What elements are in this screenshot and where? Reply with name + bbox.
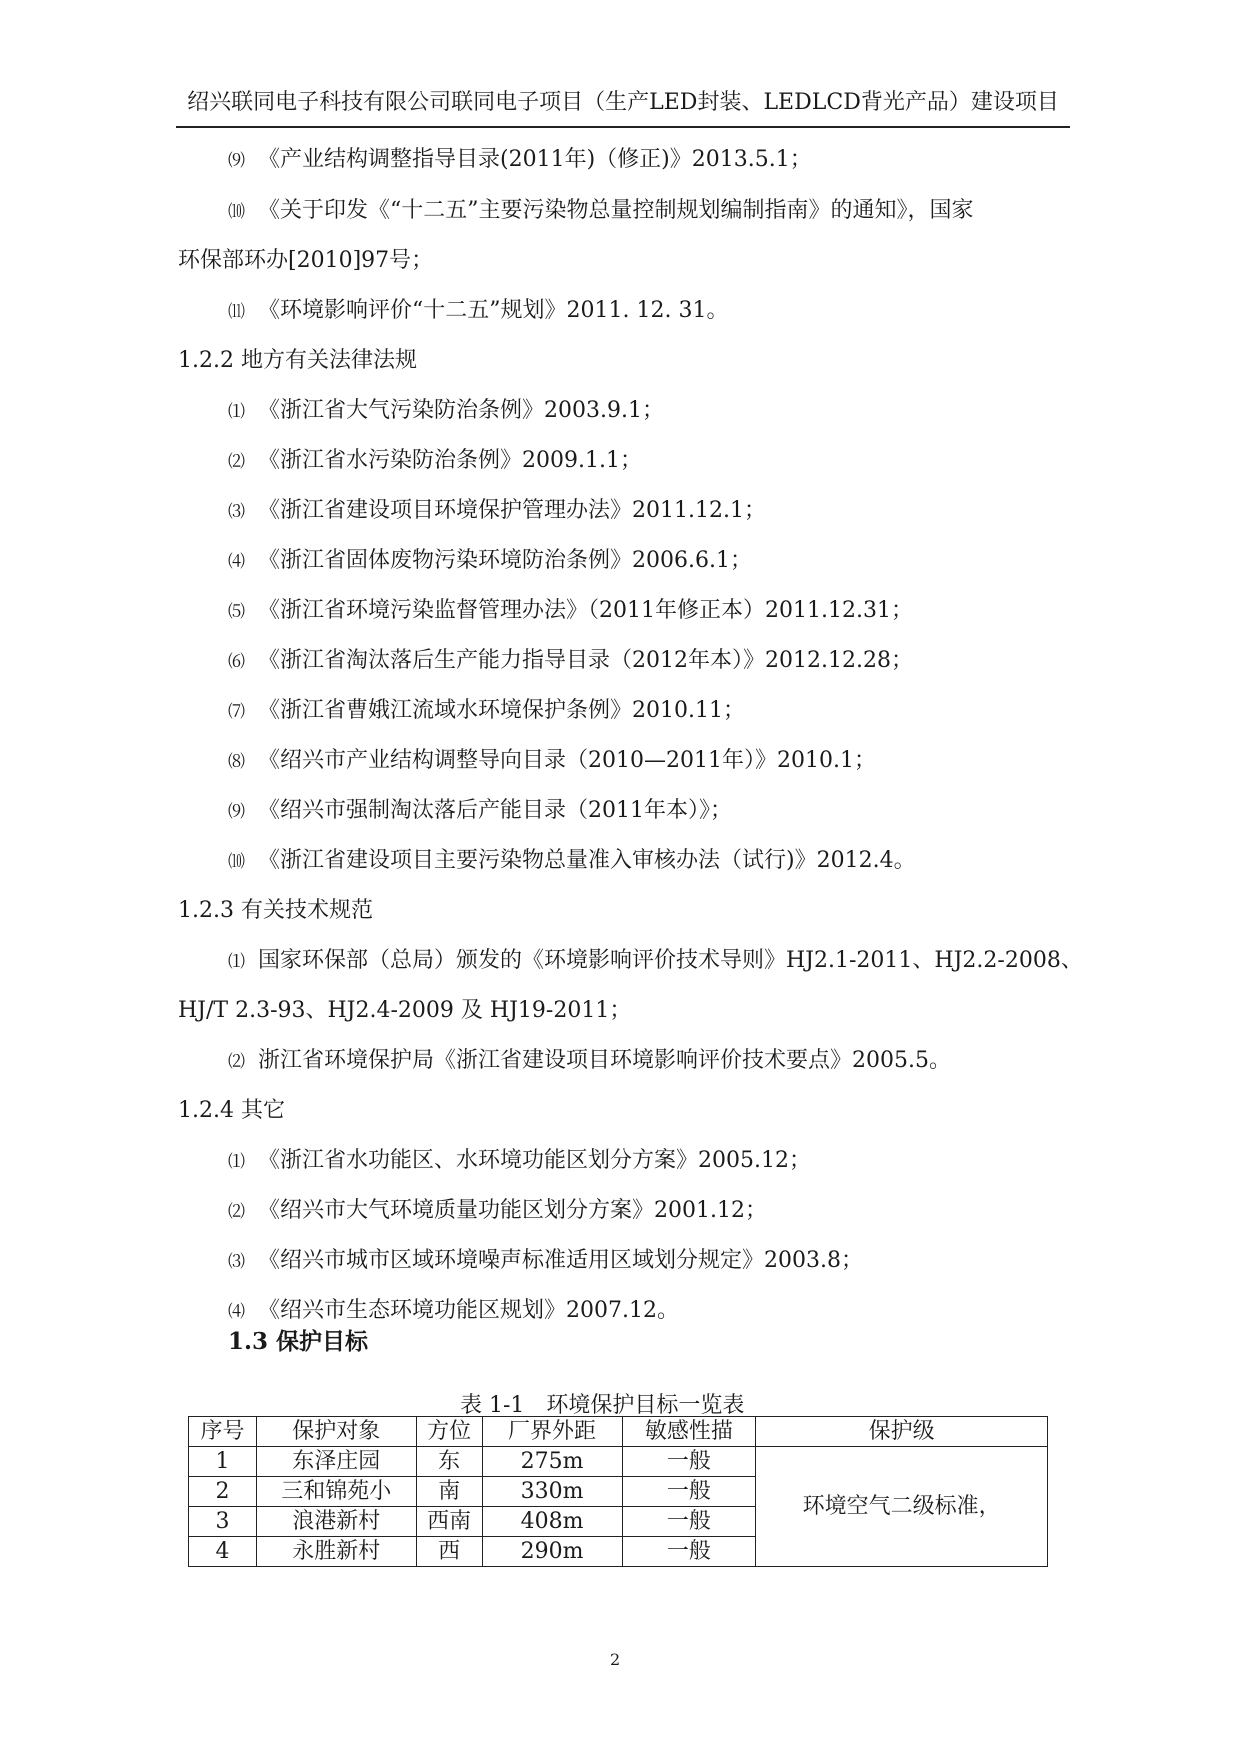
item-number: ⑽	[228, 202, 245, 222]
table-cell: 一般	[622, 1447, 756, 1477]
table-cell: 南	[416, 1477, 482, 1507]
item-text: 《绍兴市城市区域环境噪声标准适用区域划分规定》2003.8；	[258, 1248, 863, 1273]
subsection-heading: 1.2.2 地方有关法律法规	[178, 348, 417, 373]
list-item	[228, 1046, 951, 1077]
list-item	[228, 496, 766, 527]
protection-target-table	[188, 1416, 1048, 1567]
header-cell: 保护对象	[256, 1417, 416, 1447]
list-item-continuation	[178, 246, 433, 276]
list-item	[228, 596, 913, 627]
list-item	[228, 396, 664, 427]
item-text: 《浙江省淘汰落后生产能力指导目录（2012年本）》2012.12.28；	[258, 648, 913, 673]
item-number: ⑷	[228, 1302, 245, 1322]
running-header: 绍兴联同电子科技有限公司联同电子项目（生产LED封装、LEDLCD背光产品）建设项目	[176, 86, 1070, 128]
item-number: ⑵	[228, 452, 245, 472]
item-text: 浙江省环境保护局《浙江省建设项目环境影响评价技术要点》2005.5。	[258, 1048, 951, 1073]
item-text: 《关于印发《“十二五”主要污染物总量控制规划编制指南》的通知》，国家	[258, 198, 974, 223]
item-text: 国家环保部（总局）颁发的《环境影响评价技术导则》HJ2.1-2011、HJ2.2-2008、	[258, 948, 1083, 973]
item-text: 《浙江省曹娥江流域水环境保护条例》2010.11；	[258, 698, 745, 723]
header-cell: 方位	[416, 1417, 482, 1447]
item-number: ⑼	[228, 151, 245, 171]
protection-level-cell: 环境空气二级标准，	[756, 1447, 1048, 1567]
table-cell: 永胜新村	[256, 1537, 416, 1567]
item-text: 《浙江省建设项目环境保护管理办法》2011.12.1；	[258, 498, 766, 523]
subsection-heading: 1.2.3 有关技术规范	[178, 898, 373, 923]
table-cell: 4	[189, 1537, 257, 1567]
list-item	[228, 145, 812, 176]
item-text: 《绍兴市强制淘汰落后产能目录（2011年本）》；	[258, 798, 732, 823]
table-cell: 408m	[482, 1507, 622, 1537]
list-item	[228, 296, 728, 327]
list-item	[228, 946, 1083, 977]
table-cell: 2	[189, 1477, 257, 1507]
table-cell: 330m	[482, 1477, 622, 1507]
table-cell: 275m	[482, 1447, 622, 1477]
list-item-continuation	[178, 996, 631, 1026]
item-text: 《环境影响评价“十二五”规划》2011. 12. 31。	[258, 298, 729, 323]
item-number: ⑶	[228, 1252, 245, 1272]
table-cell: 三和锦苑小	[256, 1477, 416, 1507]
table-cell: 290m	[482, 1537, 622, 1567]
table-cell: 一般	[622, 1477, 756, 1507]
item-number: ⑵	[228, 1052, 245, 1072]
subsection-heading: 1.2.4 其它	[178, 1098, 285, 1123]
item-number: ⑸	[228, 602, 245, 622]
list-item	[228, 1246, 863, 1277]
item-text: 《浙江省水功能区、水环境功能区划分方案》2005.12；	[258, 1148, 811, 1173]
item-number: ⑹	[228, 652, 245, 672]
item-number: ⑷	[228, 552, 245, 572]
table-row	[189, 1447, 1048, 1477]
table-cell: 一般	[622, 1507, 756, 1537]
table-cell: 西南	[416, 1507, 482, 1537]
table-cell: 3	[189, 1507, 257, 1537]
table-cell: 东泽庄园	[256, 1447, 416, 1477]
header-cell: 保护级	[756, 1417, 1048, 1447]
list-item	[228, 546, 752, 577]
item-number: ⑴	[228, 952, 245, 972]
item-number: ⑾	[228, 302, 245, 322]
list-item	[228, 646, 913, 677]
item-text: 《浙江省建设项目主要污染物总量准入审核办法（试行)》2012.4。	[258, 848, 916, 873]
item-number: ⑴	[228, 1152, 245, 1172]
list-item	[228, 446, 642, 477]
list-item	[228, 696, 745, 727]
header-cell: 厂界外距	[482, 1417, 622, 1447]
table-cell: 浪港新村	[256, 1507, 416, 1537]
item-number: ⑻	[228, 752, 245, 772]
page-number: 2	[610, 1650, 621, 1669]
item-text: 《绍兴市产业结构调整导向目录（2010—2011年）》2010.1；	[258, 748, 876, 773]
header-cell: 序号	[189, 1417, 257, 1447]
item-text: 《浙江省固体废物污染环境防治条例》2006.6.1；	[258, 548, 752, 573]
list-item	[228, 796, 732, 827]
table-cell: 1	[189, 1447, 257, 1477]
item-number: ⑵	[228, 1202, 245, 1222]
item-text: 《浙江省大气污染防治条例》2003.9.1；	[258, 398, 664, 423]
list-item	[228, 196, 974, 227]
item-number: ⑴	[228, 402, 245, 422]
table-cell: 一般	[622, 1537, 756, 1567]
table-header-row	[189, 1417, 1048, 1447]
header-cell: 敏感性描	[622, 1417, 756, 1447]
item-number: ⑶	[228, 502, 245, 522]
item-text: 环保部环办[2010]97号；	[178, 248, 434, 273]
item-text: 《浙江省环境污染监督管理办法》（2011年修正本）2011.12.31；	[258, 598, 913, 623]
list-item	[228, 1196, 767, 1227]
item-text: HJ/T 2.3-93、HJ2.4-2009 及 HJ19-2011；	[178, 998, 632, 1023]
table-cell: 西	[416, 1537, 482, 1567]
item-number: ⑺	[228, 702, 245, 722]
list-item	[228, 1146, 811, 1177]
table-caption: 表 1-1 环境保护目标一览表	[460, 1393, 745, 1418]
item-text: 《绍兴市大气环境质量功能区划分方案》2001.12；	[258, 1198, 767, 1223]
list-item	[228, 746, 876, 777]
item-number: ⑽	[228, 852, 245, 872]
item-text: 《产业结构调整指导目录(2011年)（修正)》2013.5.1；	[258, 147, 812, 172]
table-cell: 东	[416, 1447, 482, 1477]
section-heading: 1.3 保护目标	[228, 1328, 369, 1355]
list-item	[228, 846, 916, 877]
item-text: 《绍兴市生态环境功能区规划》2007.12。	[258, 1298, 679, 1323]
item-number: ⑼	[228, 802, 245, 822]
item-text: 《浙江省水污染防治条例》2009.1.1；	[258, 448, 642, 473]
